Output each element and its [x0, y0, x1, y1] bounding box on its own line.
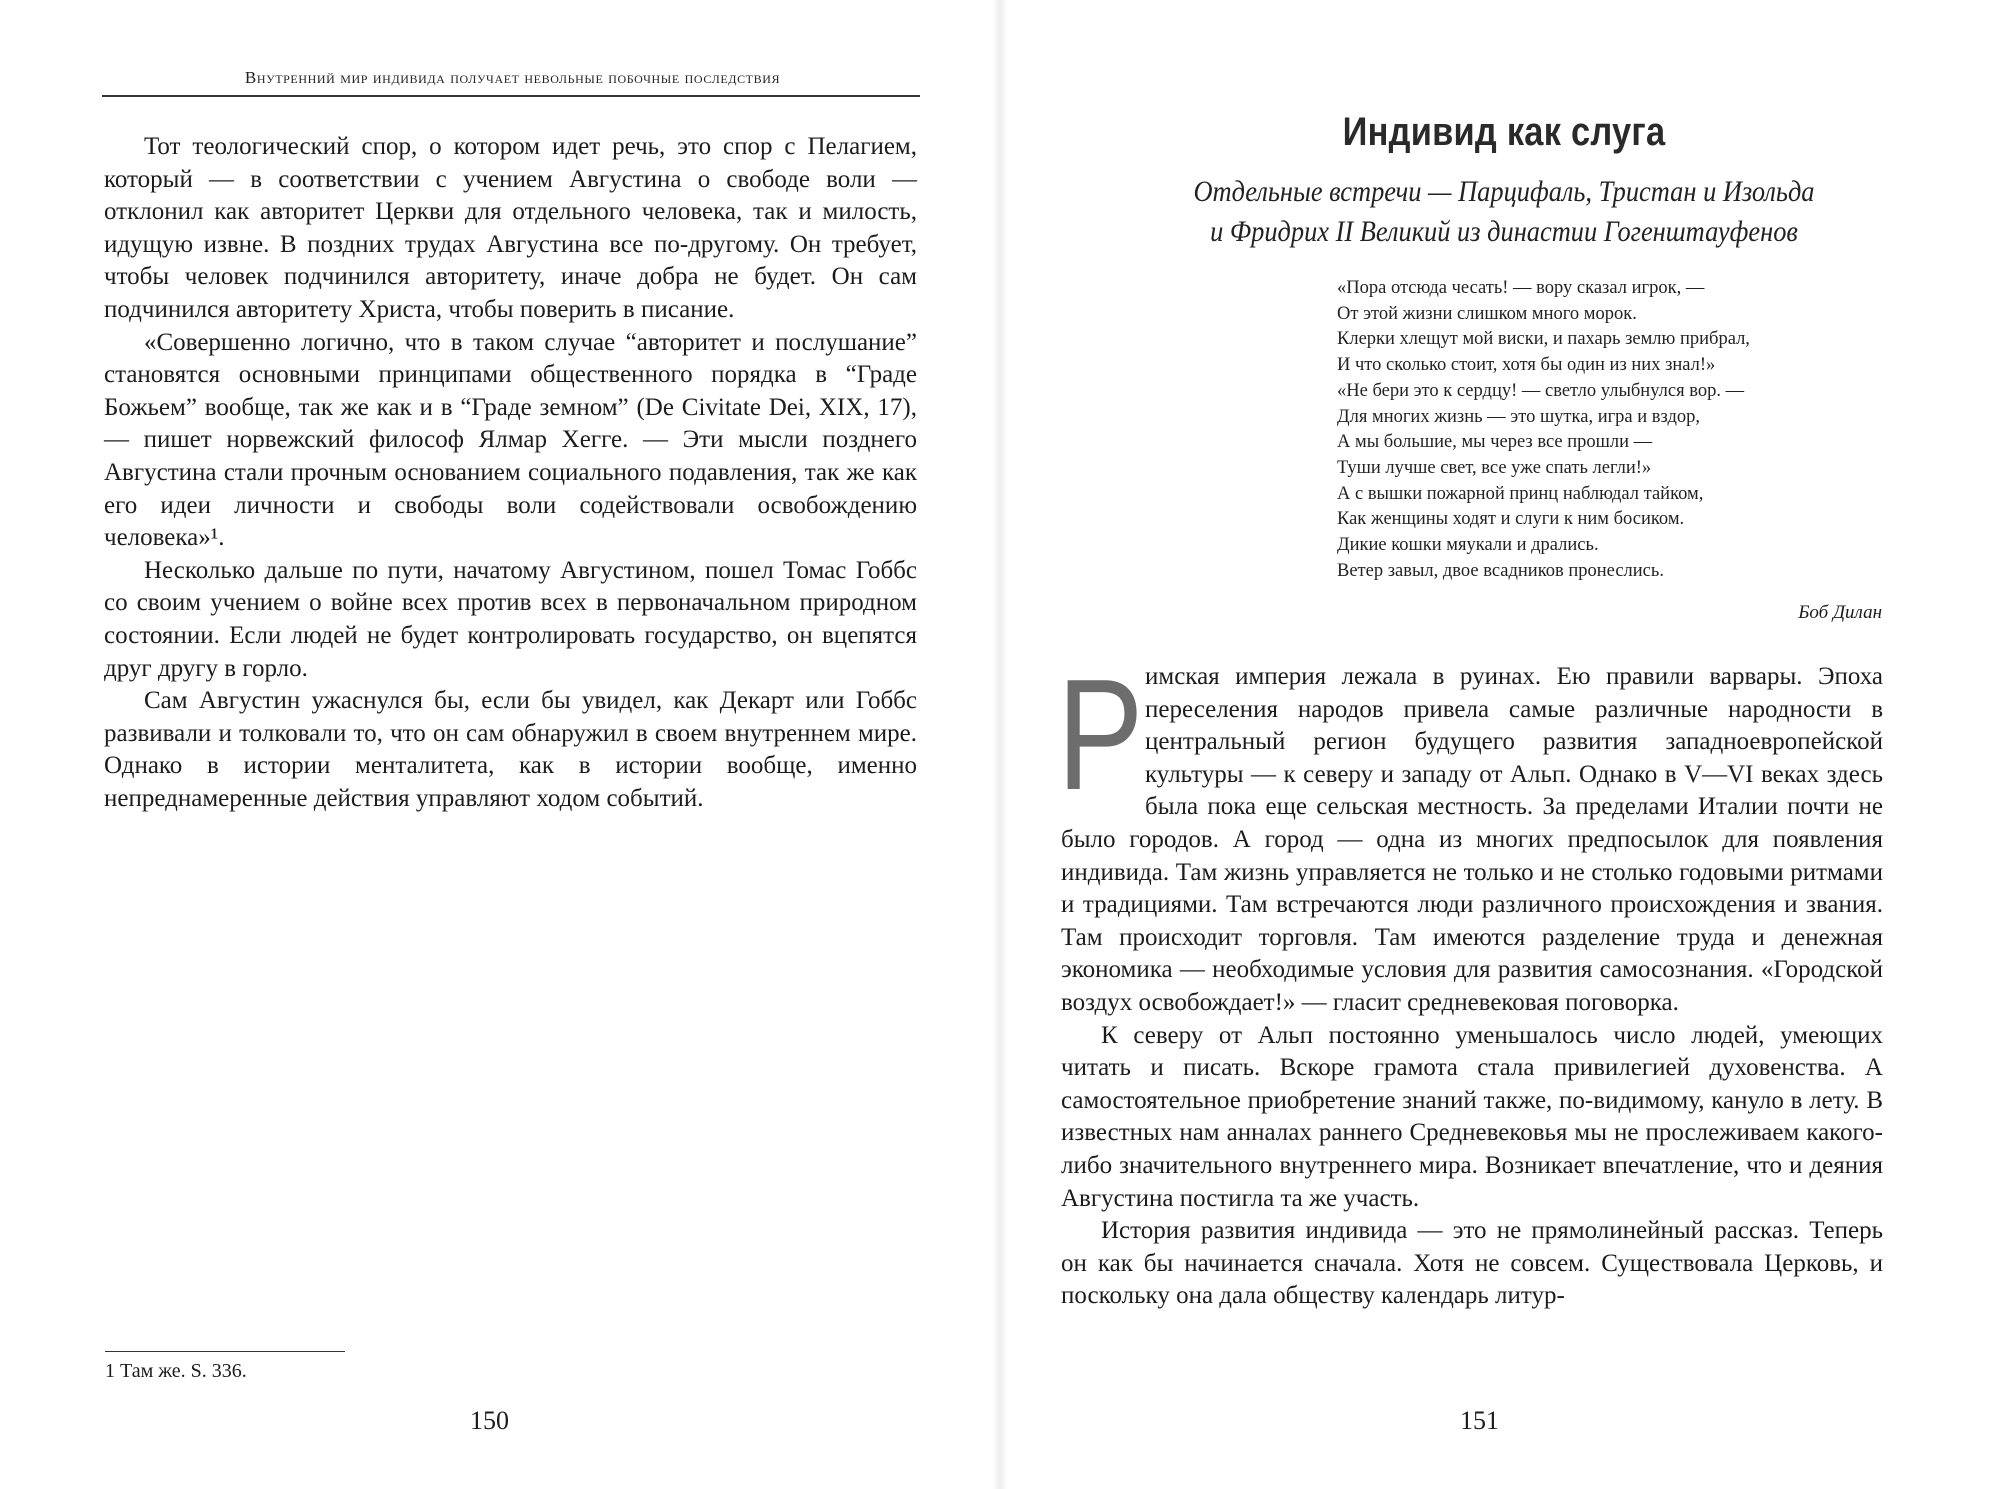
epigraph-line: И что сколько стоит, хотя бы один из них знал!» [1337, 355, 1716, 376]
epigraph-line: «Пора отсюда чесать! — вору сказал игрок, — [1337, 278, 1705, 298]
epigraph-line: Как женщины ходят и слуги к ним босиком. [1337, 509, 1685, 530]
paragraph: Тот теологический спор, о котором идет речь, это спор с Пелагием, который — в соответствии с учением Августина о свободе воли — отклонил как авторитет Церкви для отдельного человека, так и милость, идущую извне. В поздних трудах Августина все по-другому. Он требует, чтобы человек подчинился авторитету, иначе добра не будет. Он сам подчинился авторитету Христа, чтобы поверить в писание. [104, 133, 917, 323]
epigraph-line: «Не бери это к сердцу! — светло улыбнулся вор. — [1337, 380, 1745, 401]
chapter-title: Индивид как слуга [1342, 110, 1666, 154]
page-number: 150 [470, 1406, 509, 1435]
right-page [1008, 0, 2000, 1489]
page-number: 151 [1460, 1406, 1499, 1435]
epigraph [1337, 276, 1897, 584]
epigraph-line: Клерки хлещут мой виски, и пахарь землю прибрал, [1337, 329, 1750, 350]
left-page [0, 0, 992, 1489]
epigraph-line: Ветер завыл, двое всадников пронеслись. [1337, 560, 1664, 581]
footnote-rule [105, 1351, 345, 1352]
right-body-text [1057, 647, 1883, 1313]
chapter-subtitle-line: и Фридрих II Великий из династии Гогенштауфенов [1210, 215, 1798, 248]
epigraph-line: А мы большие, мы через все прошли — [1337, 432, 1653, 453]
paragraph: «Совершенно логично, что в таком случае “авторитет и послушание” становятся основными принципами общественного порядка в “Граде Божьем” вообще, так же как и в “Граде земном” (De Civitate Dei, XIX, 17), — пишет норвежский философ Ялмар Хегге. — Эти мысли позднего Августина стали прочным основанием социального подавления, так же как его идеи личности и свободы воли содействовали освобождению человека»¹. [104, 328, 917, 552]
epigraph-line: А с вышки пожарной принц наблюдал тайком, [1337, 483, 1704, 504]
running-head: Внутренний мир индивида получает невольные побочные последствия [244, 68, 781, 87]
epigraph-author: Боб Дилан [1798, 602, 1882, 623]
paragraph: Сам Августин ужаснулся бы, если бы увидел, как Декарт или Гоббс развивали и толковали то, что он сам обнаружил в своем внутреннем мире. Однако в истории менталитета, как в истории вообще, именно непреднамеренные действия управляют ходом событий. [104, 687, 917, 812]
chapter-subtitle-line: Отдельные встречи — Парцифаль, Тристан и Изольда [1193, 175, 1815, 208]
chapter-subtitle [1094, 172, 1914, 252]
epigraph-line: Для многих жизнь — это шутка, игра и вздор, [1337, 406, 1701, 427]
book-gutter [992, 0, 1008, 1489]
paragraph: История развития индивида — это не прямолинейный рассказ. Теперь он как бы начинается сначала. Хотя не совсем. Существовала Церковь, и поскольку она дала обществу календарь литур- [1061, 1217, 1883, 1310]
paragraph: Несколько дальше по пути, начатому Августином, пошел Томас Гоббс со своим учением о войне всех против всех в первоначальном природном состоянии. Если людей не будет контролировать государство, он вцепятся друг другу в горло. [104, 556, 917, 682]
paragraph: имская империя лежала в руинах. Ею правили варвары. Эпоха переселения народов привела самые различные народности в центральный регион будущего развития западноевропейской культуры — к северу и западу от Альп. Однако в V—VI веках здесь была пока еще сельская местность. За пределами Италии почти не было городов. А город — одна из многих предпосылок для появления индивида. Там жизнь управляется не только и не столько годовыми ритмами и традициями. Там встречаются люди различного происхождения и звания. Там происходит торговля. Там имеются разделение труда и денежная экономика — необходимые условия для развития самосознания. «Городской воздух освобождает!» — гласит средневековая поговорка. [1061, 663, 1883, 1016]
left-body-text [104, 131, 917, 815]
running-head-rule [102, 95, 920, 97]
footnote: 1 Там же. S. 336. [105, 1360, 247, 1382]
epigraph-line: От этой жизни слишком много морок. [1337, 303, 1637, 324]
paragraph: К северу от Альп постоянно уменьшалось число людей, умеющих читать и писать. Вскоре грамота стала привилегией духовенства. А самостоятельное приобретение знаний также, по-видимому, кануло в лету. В известных нам анналах раннего Средневековья мы не прослеживаем какого-либо значительного внутреннего мира. Возникает впечатление, что и деяния Августина постигла та же участь. [1061, 1021, 1883, 1212]
epigraph-line: Туши лучше свет, все уже спать легли!» [1337, 457, 1652, 478]
epigraph-line: Дикие кошки мяукали и дрались. [1337, 535, 1599, 556]
drop-cap: Р [1057, 647, 1144, 823]
